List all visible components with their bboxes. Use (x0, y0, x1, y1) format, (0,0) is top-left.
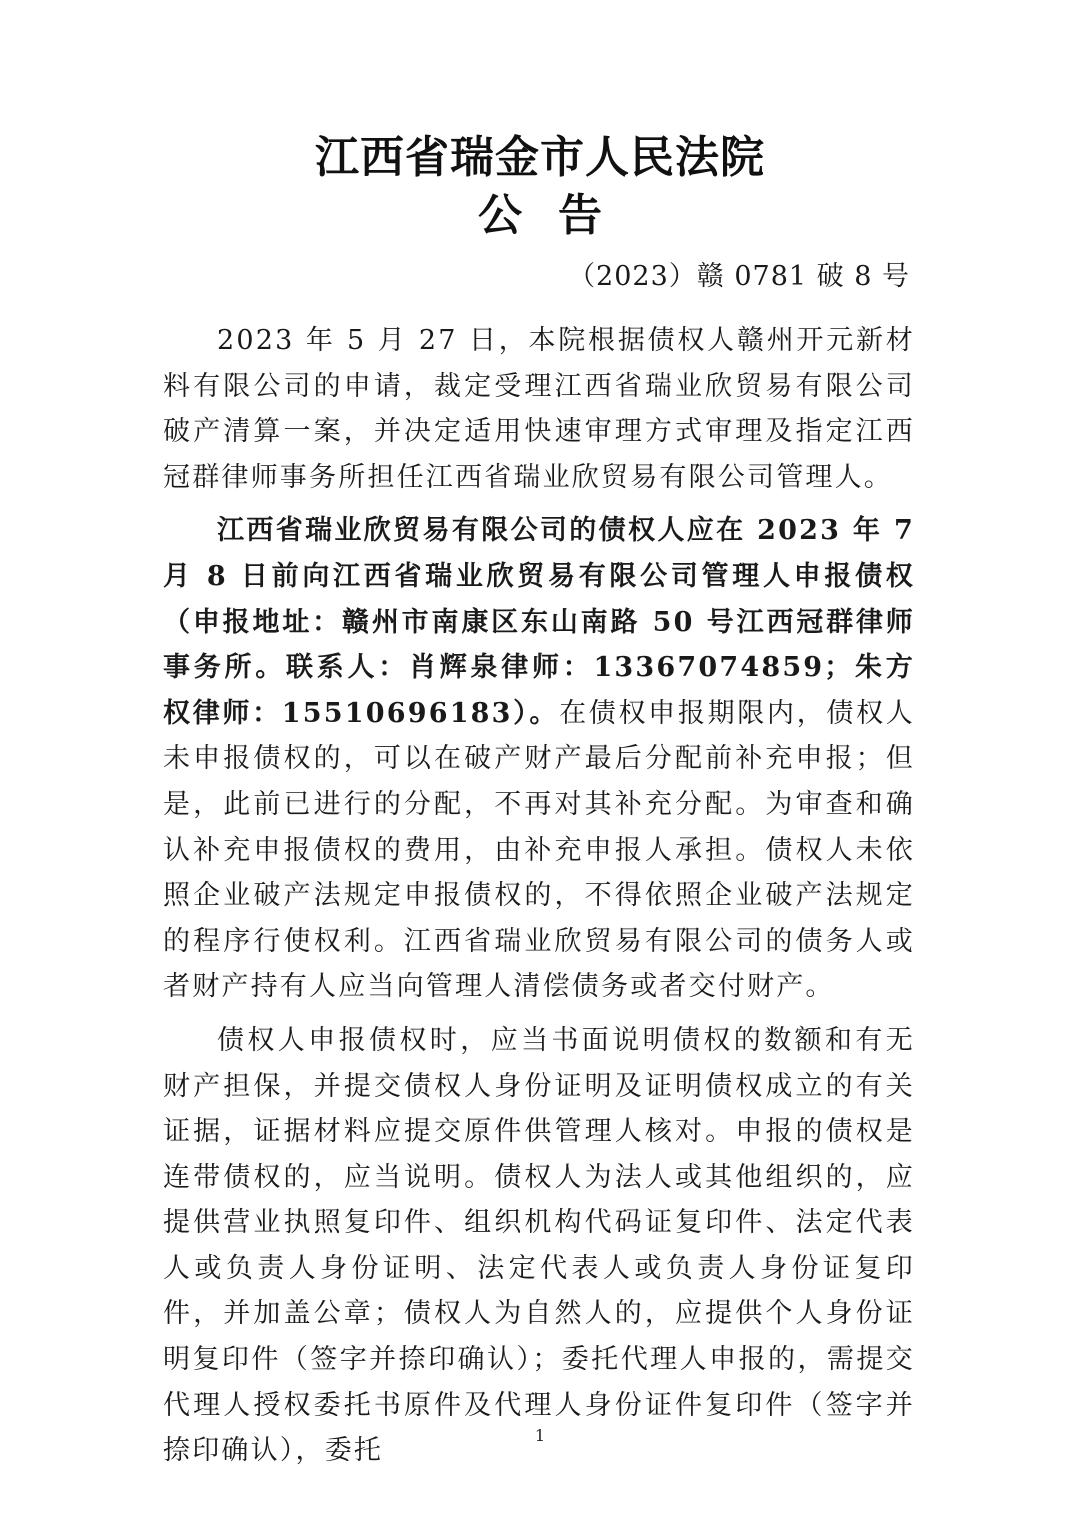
claim-deadline-text: 江西省瑞业欣贸易有限公司的债权人应在 2023 年 7 月 8 日前向江西省瑞业欣贸易有限公司管理人申报债权（申报地址：赣州市南康区东山南路 50 号江西冠群律师事务所。联系人：肖辉泉律师：13367074859；朱方权律师：15510696183）。 (163, 515, 915, 729)
paragraph-acceptance: 2023 年 5 月 27 日，本院根据债权人赣州开元新材料有限公司的申请，裁定受理江西省瑞业欣贸易有限公司破产清算一案，并决定适用快速审理方式审理及指定江西冠群律师事务所担任江西省瑞业欣贸易有限公司管理人。 (163, 325, 915, 493)
page-number: 1 (534, 1426, 546, 1445)
notice-title: 公告 (478, 190, 638, 241)
court-name-title: 江西省瑞金市人民法院 (315, 132, 765, 183)
paragraph-claim-requirements: 债权人申报债权时，应当书面说明债权的数额和有无财产担保，并提交债权人身份证明及证明债权成立的有关证据，证据材料应提交原件供管理人核对。申报的债权是连带债权的，应当说明。债权人为法人或其他组织的，应提供营业执照复印件、组织机构代码证复印件、法定代表人或负责人身份证明、法定代表人或负责人身份证复印件，并加盖公章；债权人为自然人的，应提供个人身份证明复印件（签字并捺印确认）；委托代理人申报的，需提交代理人授权委托书原件及代理人身份证件复印件（签字并捺印确认），委托 (163, 1024, 915, 1467)
notice-body (163, 318, 915, 1474)
case-number: （2023）赣 0781 破 8 号 (568, 261, 910, 292)
document-header (0, 128, 1080, 244)
supplementary-claim-text: 在债权申报期限内，债权人未申报债权的，可以在破产财产最后分配前补充申报；但是，此前已进行的分配，不再对其补充分配。为审查和确认补充申报债权的费用，由补充申报人承担。债权人未依照企业破产法规定申报债权的，不得依照企业破产法规定的程序行使权利。江西省瑞业欣贸易有限公司的债务人或者财产持有人应当向管理人清偿债务或者交付财产。 (163, 697, 915, 1003)
paragraph-claim-filing (163, 508, 915, 1010)
